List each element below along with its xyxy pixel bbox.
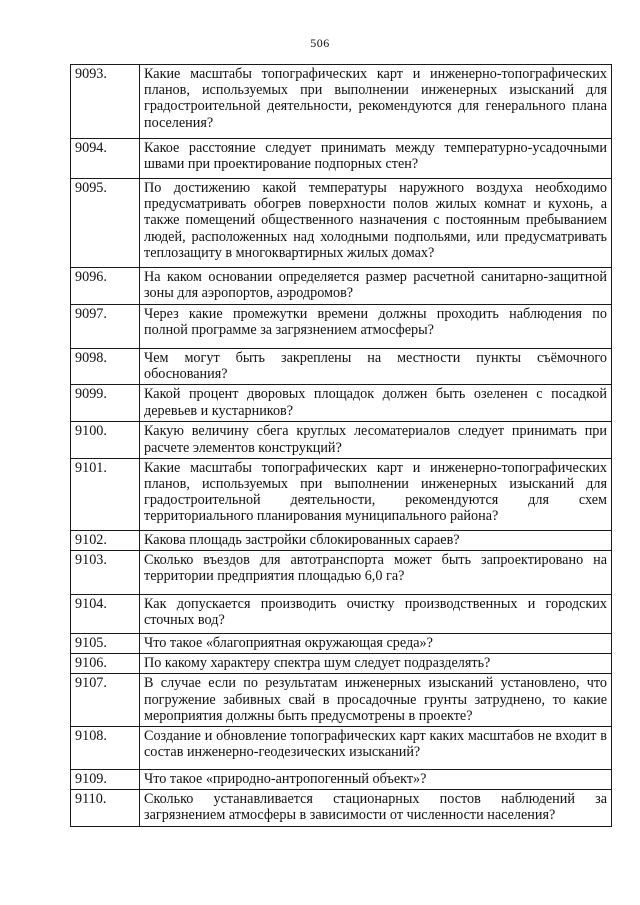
- question-text: Как допускается производить очистку производственных и городских сточных вод?: [140, 595, 612, 634]
- question-number: 9109.: [71, 770, 140, 790]
- question-number: 9104.: [71, 595, 140, 634]
- table-row: [71, 634, 612, 654]
- table-row: [71, 530, 612, 550]
- question-number: 9097.: [71, 305, 140, 349]
- page-number: 506: [310, 36, 330, 50]
- table-row: [71, 422, 612, 458]
- question-text: Какое расстояние следует принимать между температурно-усадочными швами при проектирование подпорных стен?: [140, 139, 612, 179]
- questions-table: [70, 64, 612, 827]
- question-text: Через какие промежутки времени должны проходить наблюдения по полной программе за загрязнением атмосферы?: [140, 305, 612, 349]
- question-number: 9101.: [71, 458, 140, 530]
- table-row: [71, 349, 612, 385]
- question-text: В случае если по результатам инженерных изысканий установлено, что погружение забивных свай в просадочные грунты затруднено, то какие мероприятия должны быть предусмотрены в проекте?: [140, 674, 612, 727]
- table-row: [71, 458, 612, 530]
- table-row: [71, 305, 612, 349]
- question-number: 9093.: [71, 65, 140, 139]
- question-text: Чем могут быть закреплены на местности пункты съёмочного обоснования?: [140, 349, 612, 385]
- question-text: Какова площадь застройки сблокированных сараев?: [140, 530, 612, 550]
- question-number: 9102.: [71, 530, 140, 550]
- table-row: [71, 674, 612, 727]
- question-number: 9096.: [71, 268, 140, 305]
- table-row: [71, 385, 612, 422]
- question-number: 9107.: [71, 674, 140, 727]
- question-number: 9105.: [71, 634, 140, 654]
- question-number: 9098.: [71, 349, 140, 385]
- question-text: Какой процент дворовых площадок должен быть озеленен с посадкой деревьев и кустарников?: [140, 385, 612, 422]
- table-row: [71, 595, 612, 634]
- question-number: 9110.: [71, 790, 140, 827]
- table-row: [71, 727, 612, 770]
- question-text: Сколько въездов для автотранспорта может быть запроектировано на территории предприятия площадью 6,0 га?: [140, 551, 612, 595]
- question-text: На каком основании определяется размер расчетной санитарно-защитной зоны для аэропортов, аэродромов?: [140, 268, 612, 305]
- question-text: Что такое «благоприятная окружающая среда»?: [140, 634, 612, 654]
- question-text: По достижению какой температуры наружного воздуха необходимо предусматривать обогрев поверхности полов жилых комнат и кухонь, а также помещений общественного назначения с постоянным пребыванием людей, расположенных над холодными подпольями, или предусматривать теплозащиту в многоквартирных жилых домах?: [140, 179, 612, 268]
- question-text: Какие масштабы топографических карт и инженерно-топографических планов, используемых при выполнении инженерных изысканий для градостроительной деятельности, рекомендуются для генерального плана поселения?: [140, 65, 612, 139]
- question-text: Сколько устанавливается стационарных постов наблюдений за загрязнением атмосферы в зависимости от численности населения?: [140, 790, 612, 827]
- table-row: [71, 654, 612, 674]
- table-row: [71, 268, 612, 305]
- question-number: 9100.: [71, 422, 140, 458]
- question-number: 9108.: [71, 727, 140, 770]
- question-text: Создание и обновление топографических карт каких масштабов не входит в состав инженерно-геодезических изысканий?: [140, 727, 612, 770]
- table-row: [71, 551, 612, 595]
- question-number: 9094.: [71, 139, 140, 179]
- question-number: 9095.: [71, 179, 140, 268]
- table-row: [71, 790, 612, 827]
- question-text: По какому характеру спектра шум следует подразделять?: [140, 654, 612, 674]
- question-number: 9103.: [71, 551, 140, 595]
- question-text: Какую величину сбега круглых лесоматериалов следует принимать при расчете элементов конструкций?: [140, 422, 612, 458]
- question-text: Какие масштабы топографических карт и инженерно-топографических планов, используемых при выполнении инженерных изысканий для градостроительной деятельности, рекомендуются для схем территориального планирования муниципального района?: [140, 458, 612, 530]
- table-row: [71, 65, 612, 139]
- question-text: Что такое «природно-антропогенный объект»?: [140, 770, 612, 790]
- table-row: [71, 139, 612, 179]
- table-row: [71, 179, 612, 268]
- table-row: [71, 770, 612, 790]
- question-number: 9099.: [71, 385, 140, 422]
- question-number: 9106.: [71, 654, 140, 674]
